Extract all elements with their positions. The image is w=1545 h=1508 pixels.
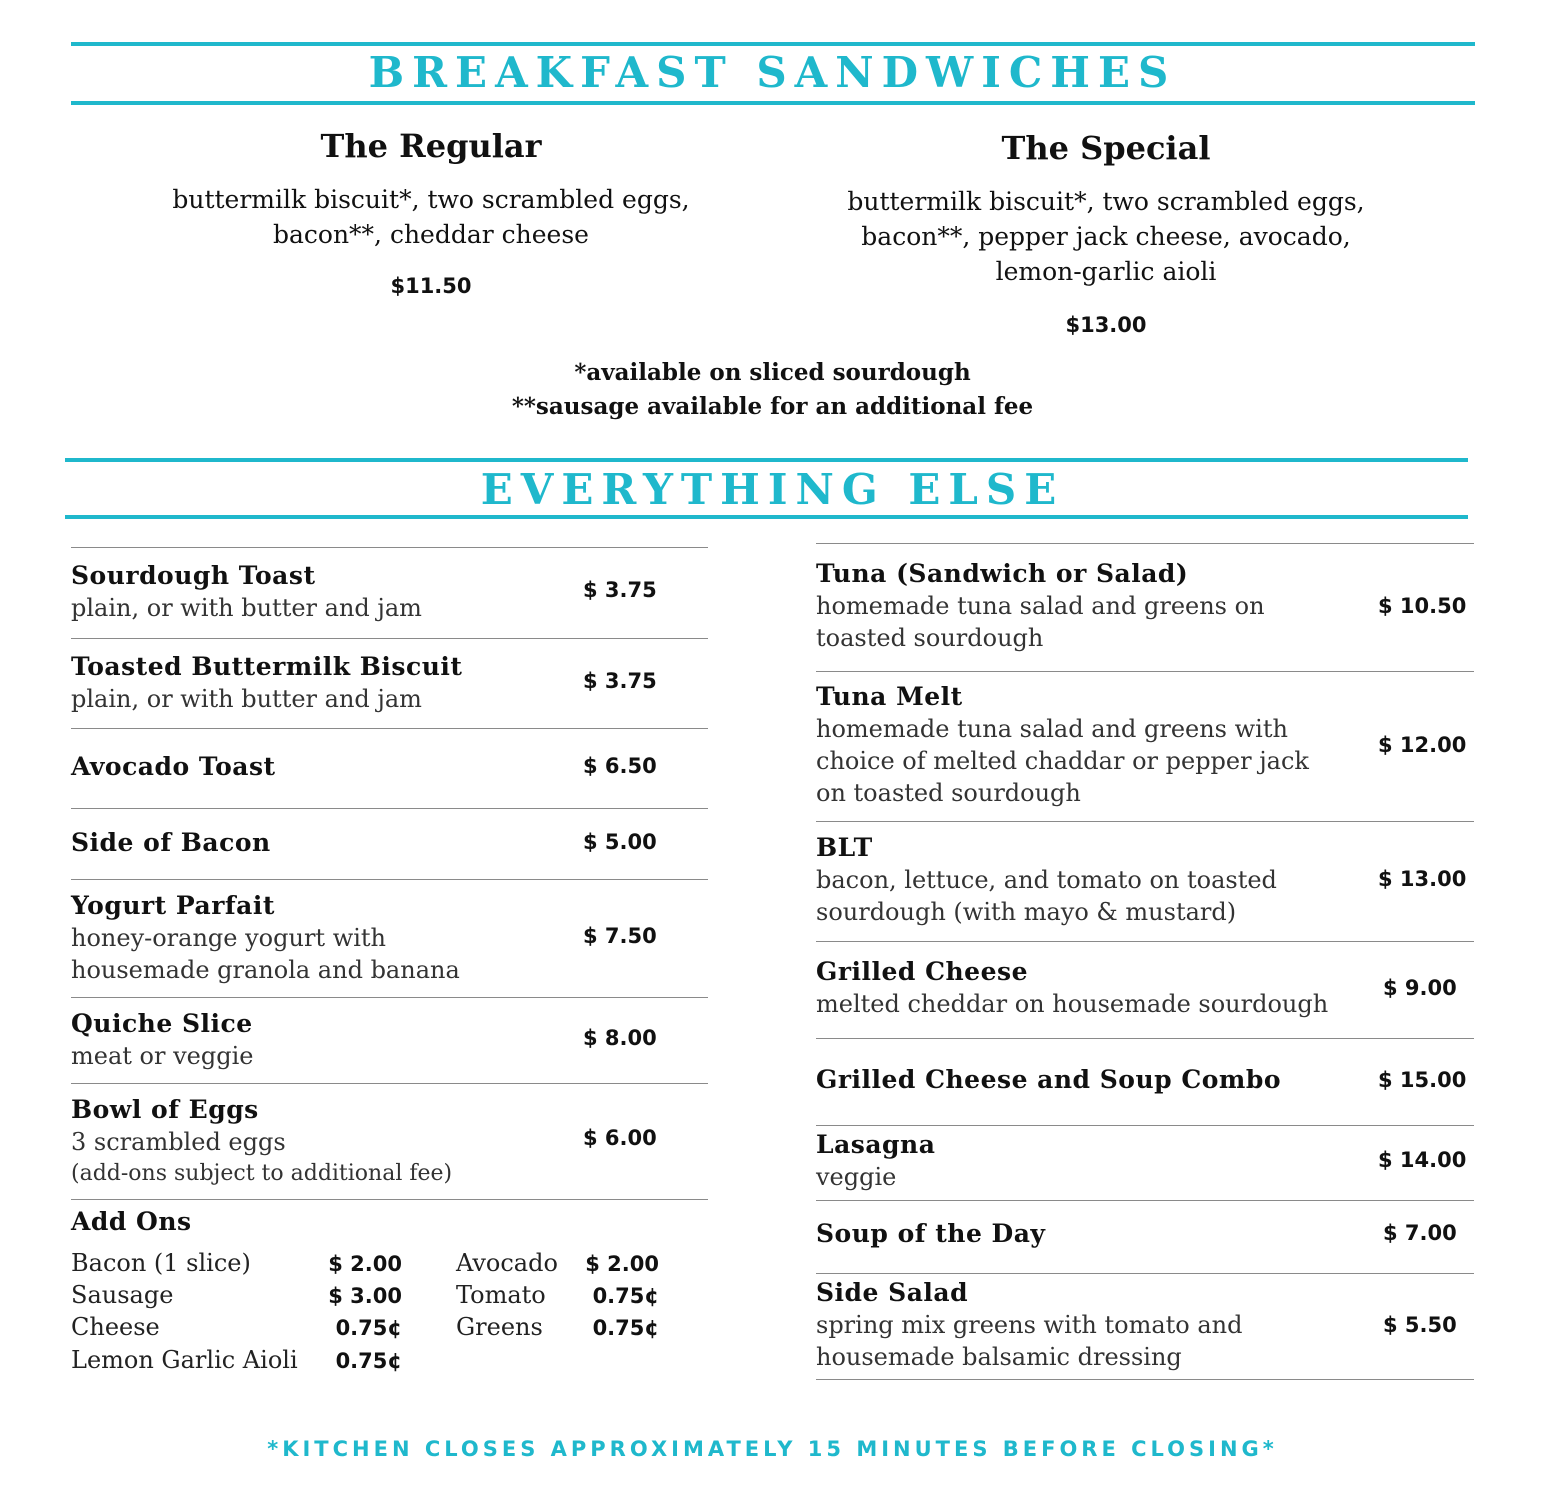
item-info <box>71 1008 253 1072</box>
regular-description <box>111 182 751 252</box>
item-desc: 3 scrambled eggs <box>71 1128 286 1156</box>
add-on-name: Greens <box>456 1313 543 1341</box>
everything-else-top-rule <box>65 458 1468 462</box>
special-price: $13.00 <box>1065 313 1147 337</box>
item-desc: housemade balsamic dressing <box>816 1343 1182 1371</box>
item-name: BLT <box>816 833 873 862</box>
item-price: $ 14.00 <box>1378 1148 1467 1172</box>
item-info <box>816 681 1309 809</box>
item-name: Soup of the Day <box>816 1219 1046 1248</box>
item-desc: housemade granola and banana <box>71 956 460 984</box>
item-desc: homemade tuna salad and greens with <box>816 715 1288 743</box>
item-name: Yogurt Parfait <box>71 891 275 920</box>
item-info <box>816 1277 1242 1373</box>
item-name: Quiche Slice <box>71 1009 253 1038</box>
regular-price: $11.50 <box>390 274 472 298</box>
item-price: $ 13.00 <box>1378 867 1467 891</box>
special-description <box>786 184 1426 289</box>
item-info <box>71 751 276 783</box>
item-price: $ 6.50 <box>583 754 657 778</box>
menu-item <box>71 809 708 880</box>
item-name: Tuna Melt <box>816 682 963 711</box>
item-price: $ 5.50 <box>1383 1313 1457 1337</box>
menu-item <box>816 1274 1474 1380</box>
breakfast-section-title: BREAKFAST SANDWICHES <box>368 48 1177 97</box>
footnote-sourdough: *available on sliced sourdough <box>574 359 971 386</box>
add-on-name: Cheese <box>71 1313 160 1341</box>
left-menu-column <box>71 547 708 1200</box>
add-on-price: $ 3.00 <box>328 1284 402 1308</box>
item-price: $ 15.00 <box>1378 1068 1467 1092</box>
item-name: Side of Bacon <box>71 828 271 857</box>
item-name: Sourdough Toast <box>71 561 316 590</box>
menu-item <box>71 998 708 1084</box>
item-price: $ 12.00 <box>1378 733 1467 757</box>
item-desc: meat or veggie <box>71 1042 254 1070</box>
item-info <box>816 832 1277 928</box>
add-on-name: Bacon (1 slice) <box>71 1249 251 1277</box>
menu-item <box>816 942 1474 1039</box>
item-name: Avocado Toast <box>71 752 276 781</box>
item-info <box>816 1218 1045 1250</box>
item-name: Grilled Cheese <box>816 957 1028 986</box>
menu-item <box>71 880 708 998</box>
item-desc: sourdough (with mayo & mustard) <box>816 898 1237 926</box>
item-info <box>816 558 1265 654</box>
item-info <box>71 827 271 859</box>
add-on-name: Sausage <box>71 1281 174 1309</box>
item-info <box>816 956 1328 1020</box>
item-info <box>816 1129 935 1193</box>
regular-name: The Regular <box>320 127 542 165</box>
kitchen-closing-notice: *KITCHEN CLOSES APPROXIMATELY 15 MINUTES BEFORE CLOSING* <box>267 1437 1278 1461</box>
item-desc: on toasted sourdough <box>816 779 1081 807</box>
item-info <box>71 890 460 986</box>
menu-item <box>816 1039 1474 1126</box>
add-on-price: $ 2.00 <box>328 1252 402 1276</box>
right-menu-column <box>816 543 1474 1380</box>
menu-item <box>71 548 708 639</box>
regular-desc-line: bacon**, cheddar cheese <box>273 220 589 249</box>
breakfast-top-rule <box>71 42 1475 46</box>
item-price: $ 5.00 <box>583 830 657 854</box>
item-name: Grilled Cheese and Soup Combo <box>816 1065 1282 1094</box>
everything-else-bottom-rule <box>65 515 1468 519</box>
item-desc: choice of melted chaddar or pepper jack <box>816 747 1309 775</box>
item-price: $ 8.00 <box>583 1026 657 1050</box>
item-price: $ 7.50 <box>583 924 657 948</box>
add-on-name: Avocado <box>456 1249 558 1277</box>
menu-item <box>71 639 708 729</box>
item-desc: veggie <box>816 1163 897 1191</box>
item-price: $ 3.75 <box>583 669 657 693</box>
add-on-price: 0.75¢ <box>335 1349 402 1373</box>
item-name: Bowl of Eggs <box>71 1095 259 1124</box>
item-info <box>816 1064 1281 1096</box>
item-desc: spring mix greens with tomato and <box>816 1311 1243 1339</box>
footnote-sausage: **sausage available for an additional fee <box>511 393 1034 420</box>
add-on-price: 0.75¢ <box>592 1284 659 1308</box>
item-desc: homemade tuna salad and greens on <box>816 592 1265 620</box>
add-on-name: Tomato <box>456 1281 546 1309</box>
add-ons-title: Add Ons <box>71 1207 192 1236</box>
item-price: $ 3.75 <box>583 578 657 602</box>
add-on-price: 0.75¢ <box>335 1316 402 1340</box>
item-price: $ 6.00 <box>583 1126 657 1150</box>
menu-item <box>816 544 1474 672</box>
item-desc: bacon, lettuce, and tomato on toasted <box>816 866 1277 894</box>
special-desc-line: bacon**, pepper jack cheese, avocado, <box>861 222 1351 251</box>
item-info <box>71 651 462 715</box>
add-on-name: Lemon Garlic Aioli <box>71 1346 298 1374</box>
special-desc-line: buttermilk biscuit*, two scrambled eggs, <box>847 187 1365 216</box>
item-name: Lasagna <box>816 1130 936 1159</box>
item-name: Tuna (Sandwich or Salad) <box>816 559 1189 588</box>
menu-item <box>71 1084 708 1200</box>
menu-item <box>71 729 708 809</box>
item-price: $ 9.00 <box>1383 976 1457 1000</box>
special-name: The Special <box>1001 129 1211 167</box>
item-desc: (add-ons subject to additional fee) <box>71 1161 453 1186</box>
add-on-price: 0.75¢ <box>592 1316 659 1340</box>
item-desc: plain, or with butter and jam <box>71 594 422 622</box>
add-on-price: $ 2.00 <box>585 1252 659 1276</box>
menu-item <box>816 1201 1474 1274</box>
item-desc: toasted sourdough <box>816 624 1044 652</box>
item-info <box>71 560 422 624</box>
menu-item <box>816 672 1474 822</box>
item-desc: melted cheddar on housemade sourdough <box>816 990 1329 1018</box>
everything-else-section-title: EVERYTHING ELSE <box>480 465 1065 514</box>
special-desc-line: lemon-garlic aioli <box>995 257 1217 286</box>
item-name: Side Salad <box>816 1278 969 1307</box>
breakfast-bottom-rule <box>71 101 1475 105</box>
item-desc: honey-orange yogurt with <box>71 924 387 952</box>
menu-item <box>816 1126 1474 1201</box>
menu-item <box>816 822 1474 942</box>
regular-desc-line: buttermilk biscuit*, two scrambled eggs, <box>172 185 690 214</box>
item-price: $ 7.00 <box>1383 1221 1457 1245</box>
item-info <box>71 1094 452 1190</box>
item-desc: plain, or with butter and jam <box>71 685 422 713</box>
item-name: Toasted Buttermilk Biscuit <box>71 652 463 681</box>
item-price: $ 10.50 <box>1378 594 1467 618</box>
